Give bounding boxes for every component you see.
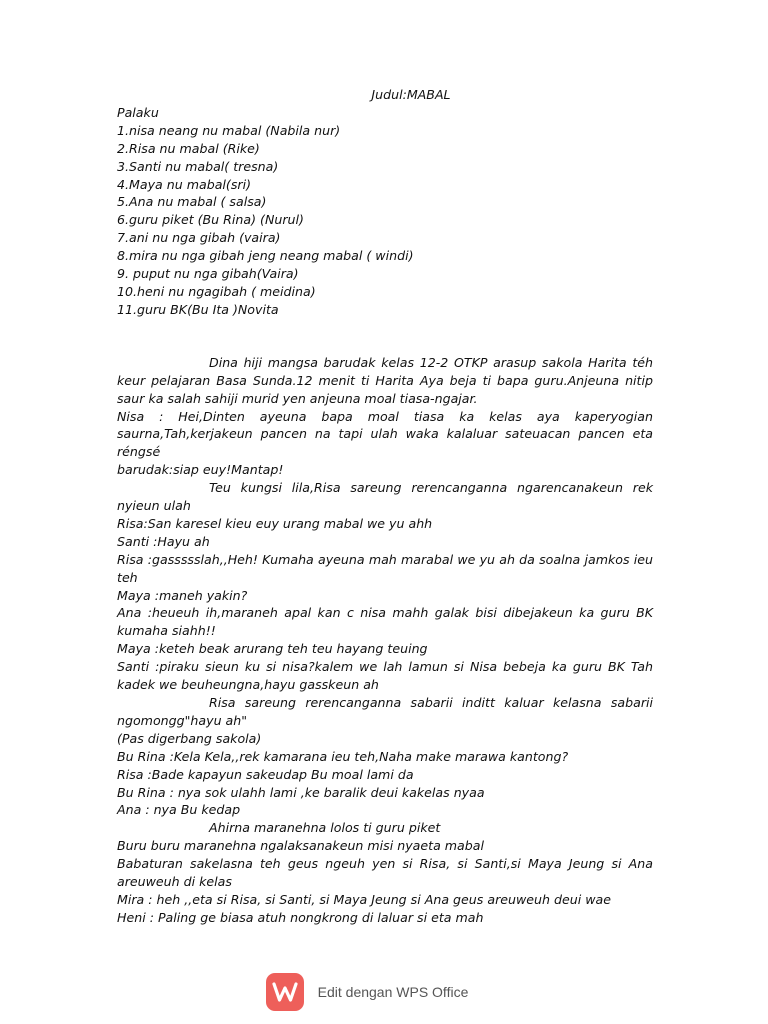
story-paragraph: (Pas digerbang sakola) <box>117 730 262 746</box>
story-paragraph: Ahirna maranehna lolos ti guru piket <box>209 820 441 836</box>
story-paragraph: Maya :keteh beak arurang teh teu hayang teuing <box>117 641 428 657</box>
story-paragraph: Santi :Hayu ah <box>117 533 210 549</box>
story-paragraph: Risa :gassssslah,,Heh! Kumaha ayeuna mah marabal we yu ah da soalna jamkos ieu teh <box>117 551 653 585</box>
wps-office-logo-icon[interactable] <box>266 973 304 1011</box>
story-paragraph: Heni : Paling ge biasa atuh nongkrong di laluar si eta mah <box>117 909 484 925</box>
story-paragraph: Nisa : Hei,Dinten ayeuna bapa moal tiasa ka kelas aya kaperyogian saurna,Tah,kerjakeun pancen na tapi ulah waka kalaluar sateuacan pancen eta réngsé <box>117 408 653 460</box>
edit-with-wps-link[interactable]: Edit dengan WPS Office <box>317 984 469 1000</box>
story-paragraph: Ana : nya Bu kedap <box>117 802 241 818</box>
cast-item: 6.guru piket (Bu Rina) (Nurul) <box>117 212 304 228</box>
story-paragraph: Mira : heh ,,eta si Risa, si Santi, si Maya Jeung si Ana geus areuweuh deui wae <box>117 891 611 907</box>
story-paragraph: barudak:siap euy!Mantap! <box>117 462 284 478</box>
section-gap <box>117 319 653 354</box>
story-paragraph: Teu kungsi lila,Risa sareung rerencanganna ngarencanakeun rek nyieun ulah <box>117 480 653 514</box>
document-title: Judul:MABAL <box>371 87 451 102</box>
story-text <box>117 354 653 927</box>
cast-heading: Palaku <box>117 104 159 120</box>
wps-footer-banner[interactable] <box>0 972 768 1012</box>
story-paragraph: Risa:San karesel kieu euy urang mabal we yu ahh <box>117 515 433 531</box>
cast-item: 4.Maya nu mabal(sri) <box>117 176 251 192</box>
story-paragraph: Ana :heueuh ih,maraneh apal kan c nisa mahh galak bisi dibejakeun ka guru BK kumaha siahh!! <box>117 605 653 639</box>
story-paragraph: Risa :Bade kapayun sakeudap Bu moal lami da <box>117 766 414 782</box>
story-paragraph: Buru buru maranehna ngalaksanakeun misi nyaeta mabal <box>117 838 484 854</box>
story-paragraph: Santi :piraku sieun ku si nisa?kalem we lah lamun si Nisa bebeja ka guru BK Tah kadek we beuheungna,hayu gasskeun ah <box>117 659 653 693</box>
story-paragraph: Babaturan sakelasna teh geus ngeuh yen si Risa, si Santi,si Maya Jeung si Ana areuweuh di kelas <box>117 856 653 890</box>
cast-item: 8.mira nu nga gibah jeng neang mabal ( windi) <box>117 248 414 264</box>
cast-item: 1.nisa neang nu mabal (Nabila nur) <box>117 122 341 138</box>
cast-item: 11.guru BK(Bu Ita )Novita <box>117 301 279 317</box>
story-paragraph: Maya :maneh yakin? <box>117 587 248 603</box>
cast-item: 9. puput nu nga gibah(Vaira) <box>117 266 299 282</box>
cast-item: 5.Ana nu mabal ( salsa) <box>117 194 267 210</box>
story-paragraph: Bu Rina :Kela Kela,,rek kamarana ieu teh,Naha make marawa kantong? <box>117 748 569 764</box>
cast-list <box>117 122 653 319</box>
cast-item: 3.Santi nu mabal( tresna) <box>117 158 279 174</box>
cast-item: 2.Risa nu mabal (Rike) <box>117 140 260 156</box>
story-paragraph: Dina hiji mangsa barudak kelas 12-2 OTKP arasup sakola Harita téh keur pelajaran Basa Sunda.12 menit ti Harita Aya beja ti bapa guru.Anjeuna nitip saur ka salah sahiji murid yen anjeuna moal tiasa-ngajar. <box>117 354 653 406</box>
story-paragraph: Risa sareung rerencanganna sabarii inditt kaluar kelasna sabarii ngomongg"hayu ah" <box>117 695 653 728</box>
document-body <box>117 86 653 927</box>
story-paragraph: Bu Rina : nya sok ulahh lami ,ke baralik deui kakelas nyaa <box>117 784 485 800</box>
cast-item: 7.ani nu nga gibah (vaira) <box>117 230 281 246</box>
cast-item: 10.heni nu ngagibah ( meidina) <box>117 283 316 299</box>
